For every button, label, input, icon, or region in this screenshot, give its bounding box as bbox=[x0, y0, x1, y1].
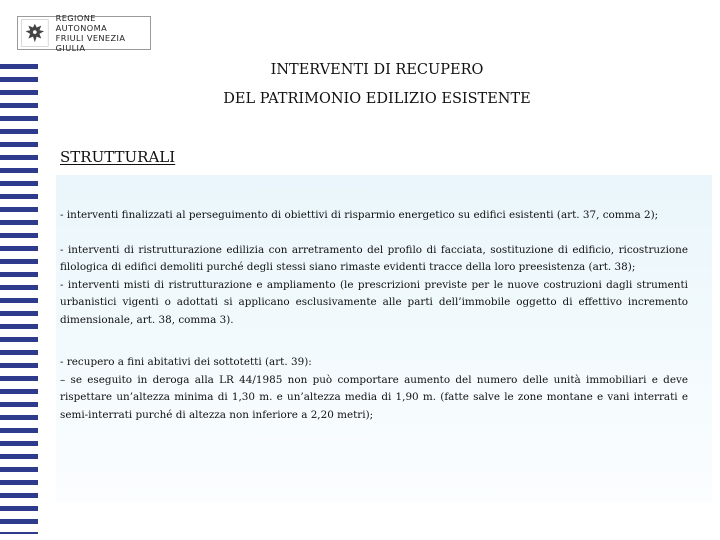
content-body bbox=[60, 207, 688, 424]
page-title-line-2: DEL PATRIMONIO EDILIZIO ESISTENTE bbox=[223, 91, 531, 107]
logo-line-2: FRIULI VENEZIA GIULIA bbox=[55, 33, 126, 53]
page-title-line-1: INTERVENTI DI RECUPERO bbox=[270, 62, 484, 78]
section-heading: STRUTTURALI bbox=[60, 148, 176, 166]
eagle-icon bbox=[21, 18, 49, 48]
bullet-item: - interventi di ristrutturazione edilizia con arretramento del profilo di facciata, sostituzione di edificio, ricostruzione filologica di edifici demoliti purché degli stessi siano rimaste evidenti tracce della loro preesistenza (art. 38); bbox=[60, 243, 688, 273]
spacer bbox=[60, 329, 688, 354]
spacer bbox=[60, 225, 688, 242]
logo-line-1: REGIONE AUTONOMA bbox=[55, 13, 108, 33]
decorative-stripes bbox=[0, 64, 38, 534]
bullet-item: – se eseguito in deroga alla LR 44/1985 non può comportare aumento del numero delle unità immobiliari e deve rispettare un’altezza minima di 1,30 m. e un’altezza media di 1,90 m. (fatte salve le zone montane e vani interrati e semi-interrati purché di altezza non inferiore a 2,20 metri); bbox=[60, 373, 688, 421]
bullet-item: - recupero a fini abitativi dei sottotetti (art. 39): bbox=[60, 356, 312, 368]
bullet-item: - interventi finalizzati al perseguimento di obiettivi di risparmio energetico su edifici esistenti (art. 37, comma 2); bbox=[60, 209, 659, 221]
region-logo bbox=[17, 13, 151, 53]
bullet-item: - interventi misti di ristrutturazione e ampliamento (le prescrizioni previste per le nuove costruzioni dagli strumenti urbanistici vigenti o adottati si applicano esclusivamente alle parti dell’immobile oggetto di effettivo incremento dimensionale, art. 38, comma 3). bbox=[60, 278, 688, 326]
